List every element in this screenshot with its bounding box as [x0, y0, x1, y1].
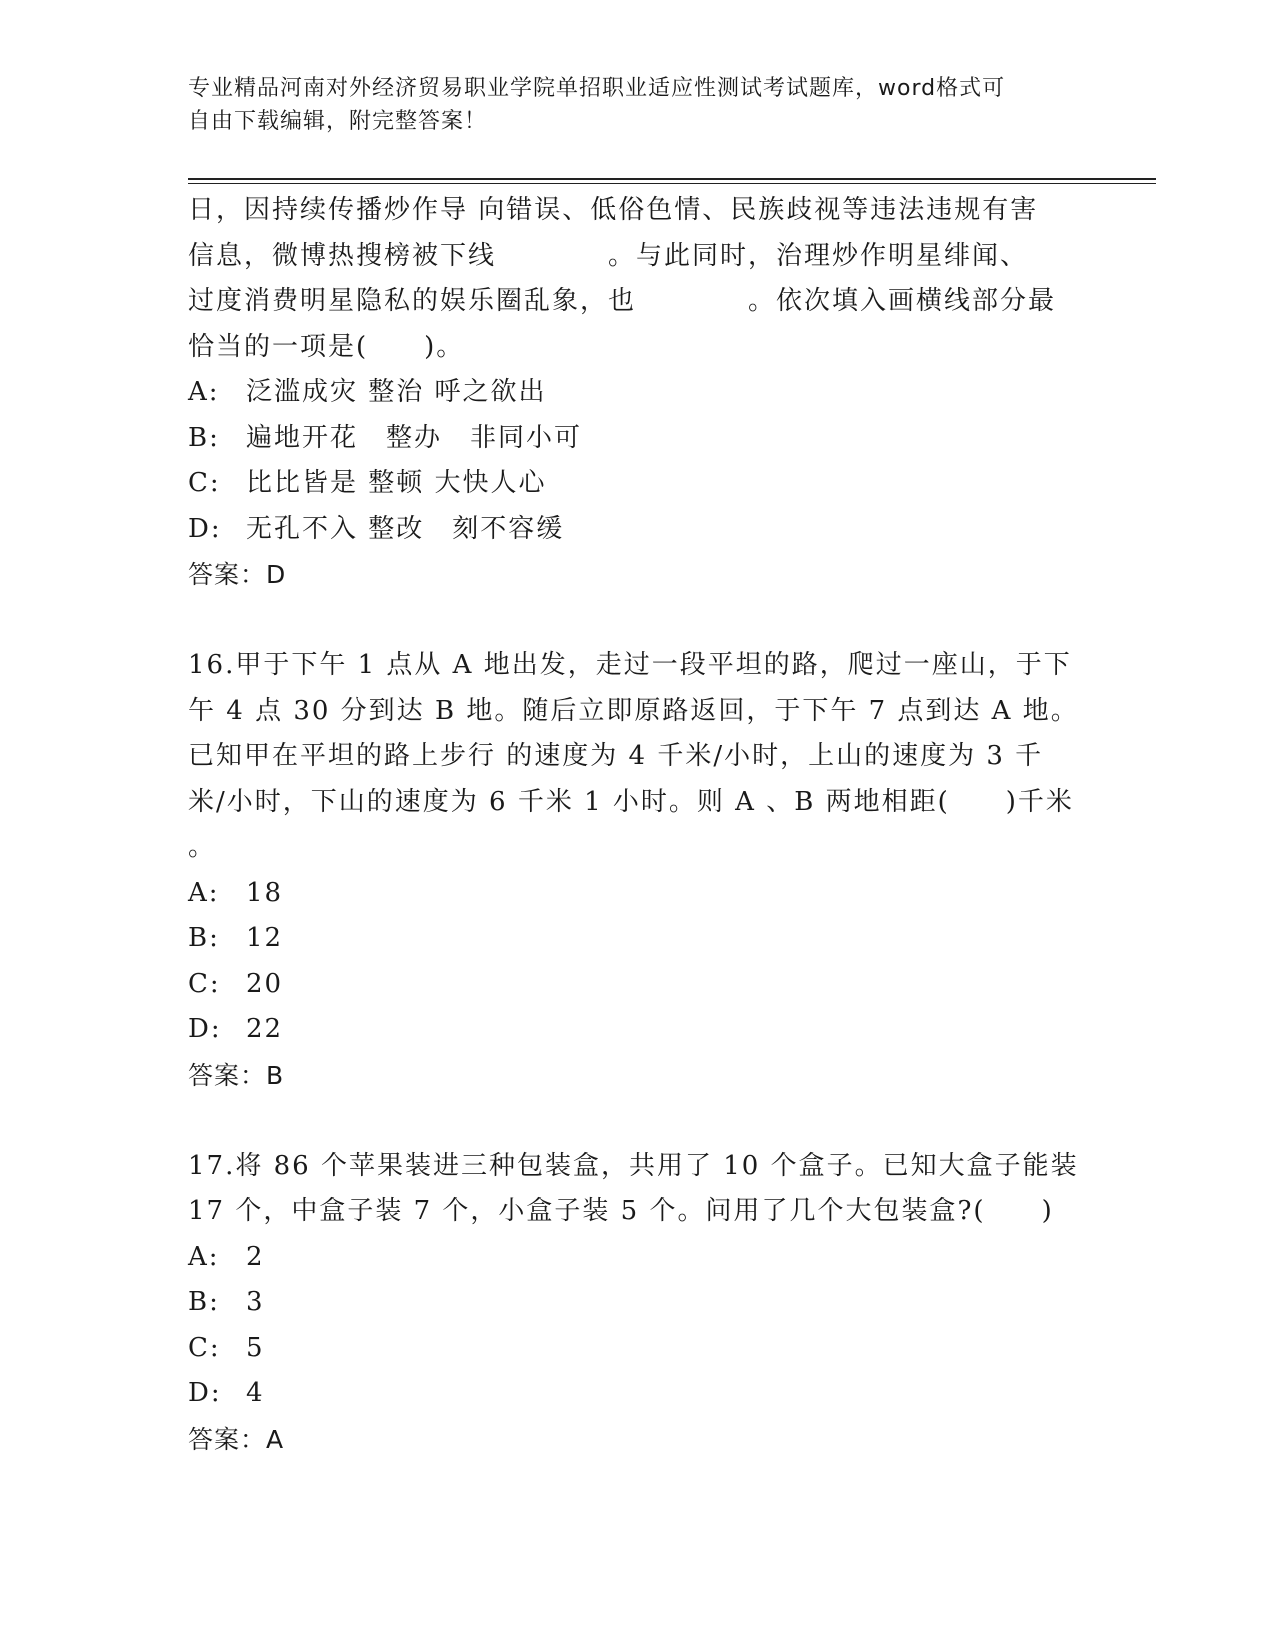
question-17 — [188, 1144, 1088, 1463]
option-text: 无孔不入 整改 刻不容缓 — [246, 513, 565, 544]
question-text-line: 恰当的一项是( )。 — [188, 331, 465, 362]
option-key: B: — [188, 923, 220, 953]
spacer — [188, 1098, 1088, 1144]
question-text-line: 过度消费明星隐私的娱乐圈乱象，也 。依次填入画横线部分最 — [188, 286, 1057, 316]
option-key: B: — [188, 422, 220, 453]
option-c — [188, 1326, 1088, 1372]
option-text: 3 — [246, 1287, 265, 1317]
header-rule-thin — [188, 183, 1156, 184]
option-text: 比比皆是 整顿 大快人心 — [246, 468, 547, 498]
option-key: D: — [188, 513, 222, 544]
spacer — [188, 598, 1088, 644]
option-text: 22 — [246, 1014, 284, 1044]
question-text-line: 已知甲在平坦的路上步行 的速度为 4 千米/小时，上山的速度为 3 千 — [188, 741, 1044, 771]
option-text: 遍地开花 整办 非同小可 — [246, 422, 583, 453]
option-d — [188, 1371, 1088, 1417]
header-line-2: 自由下载编辑，附完整答案！ — [188, 109, 488, 134]
option-text: 20 — [246, 968, 284, 999]
option-text: 18 — [246, 877, 284, 908]
question-text-line: 16.甲于下午 1 点从 A 地出发，走过一段平坦的路，爬过一座山，于下 — [188, 650, 1072, 680]
question-text-line: 17 个，中盒子装 7 个，小盒子装 5 个。问用了几个大包装盒?( ) — [188, 1196, 1054, 1226]
option-a — [188, 1235, 1088, 1281]
header-rule-thick — [188, 178, 1156, 180]
option-c — [188, 461, 1088, 507]
question-text-line: 17.将 86 个苹果装进三种包装盒，共用了 10 个盒子。已知大盒子能装 — [188, 1150, 1079, 1181]
option-d — [188, 507, 1088, 553]
answer-line: 答案：B — [188, 1060, 285, 1090]
option-a — [188, 871, 1088, 917]
question-16 — [188, 643, 1088, 1098]
question-15 — [188, 188, 1088, 598]
option-key: A: — [188, 377, 220, 407]
option-key: A: — [188, 877, 220, 908]
question-text-line: 。 — [188, 832, 217, 862]
option-key: A: — [188, 1241, 220, 1272]
document-body — [188, 188, 1088, 1462]
option-text: 2 — [246, 1241, 265, 1272]
answer-line: 答案：D — [188, 560, 287, 589]
option-d — [188, 1007, 1088, 1053]
question-text-line: 米/小时，下山的速度为 6 千米 1 小时。则 A 、B 两地相距( )千米 — [188, 786, 1074, 817]
option-b — [188, 416, 1088, 462]
option-key: D: — [188, 1378, 222, 1408]
header-line-1: 专业精品河南对外经济贸易职业学院单招职业适应性测试考试题库，word格式可 — [188, 76, 1006, 101]
option-b — [188, 1280, 1088, 1326]
option-key: C: — [188, 1332, 221, 1363]
option-text: 泛滥成灾 整治 呼之欲出 — [246, 377, 547, 407]
answer-line: 答案：A — [188, 1424, 285, 1454]
option-c — [188, 962, 1088, 1008]
option-text: 12 — [246, 923, 284, 953]
option-key: C: — [188, 468, 221, 498]
option-key: D: — [188, 1014, 222, 1044]
question-text-line: 日，因持续传播炒作导 向错误、低俗色情、民族歧视等违法违规有害 — [188, 195, 1039, 225]
option-text: 5 — [246, 1332, 265, 1363]
option-b — [188, 916, 1088, 962]
option-a — [188, 370, 1088, 416]
question-text-line: 信息，微博热搜榜被下线 。与此同时，治理炒作明星绯闻、 — [188, 240, 1029, 271]
option-text: 4 — [246, 1378, 265, 1408]
document-header — [188, 72, 1068, 138]
question-text-line: 午 4 点 30 分到达 B 地。随后立即原路返回，于下午 7 点到达 A 地。 — [188, 695, 1079, 726]
option-key: B: — [188, 1287, 220, 1317]
option-key: C: — [188, 968, 221, 999]
